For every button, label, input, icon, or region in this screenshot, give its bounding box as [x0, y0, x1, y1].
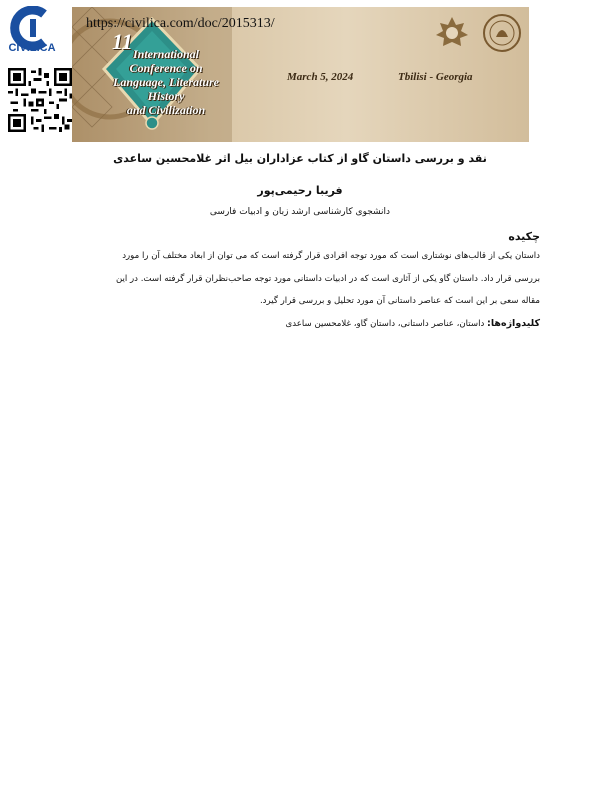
conference-title-line: International	[132, 47, 200, 61]
conference-title-line: Conference on	[129, 61, 203, 75]
conference-date: March 5, 2024	[287, 71, 354, 83]
conference-number: 11	[112, 29, 133, 54]
civilica-brand: CIVILICA	[8, 42, 56, 54]
conference-title-line: History	[147, 89, 185, 103]
organizer-emblem-icon	[434, 15, 470, 51]
conference-place: Tbilisi - Georgia	[398, 71, 473, 83]
author-affiliation: دانشجوی کارشناسی ارشد زبان و ادبیات فارسی	[209, 207, 391, 217]
document-url: https://civilica.com/doc/2015313/	[86, 16, 275, 31]
paper-title: نقد و بررسی داستان گاو از کتاب عزاداران بیل اثر غلامحسین ساعدی	[113, 152, 487, 165]
abstract-heading: چکیده	[508, 230, 540, 243]
abstract-line: بررسی قرار داد. داستان گاو یکی از آثاری است که در ادبیات داستانی مورد توجه صاحب‌نظران قرار گرفته است. در این	[115, 274, 540, 284]
keywords	[60, 318, 540, 329]
conference-title-line: Language, Literature	[112, 75, 219, 89]
keywords-list: داستان، عناصر داستانی، داستان گاو، غلامحسین ساعدی	[285, 319, 485, 329]
abstract-line: داستان یکی از قالب‌های نوشتاری است که مورد توجه افرادی قرار گرفته است که می توان از ابعاد مختلف آن را مورد	[122, 251, 540, 261]
abstract-line: مقاله سعی بر این است که عناصر داستانی آن مورد تحلیل و بررسی قرار گیرد.	[259, 296, 540, 306]
conference-title	[106, 35, 226, 117]
author-name: فریبا رحیمی‌پور	[257, 184, 343, 197]
keywords-label: کلیدواژه‌ها:	[487, 318, 540, 329]
conference-banner	[72, 7, 529, 142]
conference-title-line: and Civilization	[126, 103, 206, 117]
qr-code-icon	[8, 68, 72, 132]
institute-seal-icon	[482, 13, 522, 53]
